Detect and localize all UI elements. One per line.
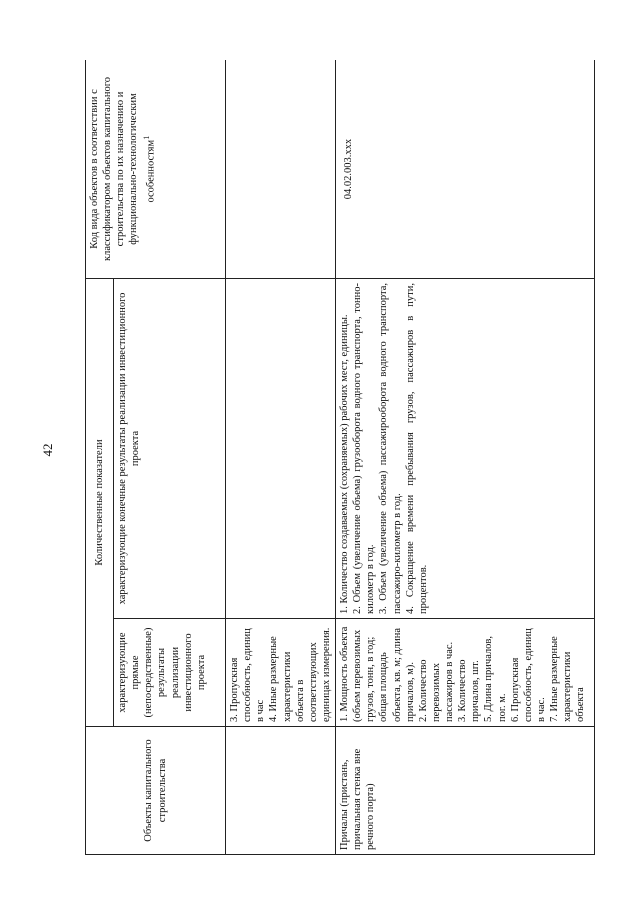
table-container <box>85 60 595 855</box>
row2-direct-item: 3. Количество причалов, шт. <box>457 659 482 722</box>
header-objects: Объекты капитального строительства <box>86 727 226 855</box>
rotated-table-frame <box>85 60 595 855</box>
row2-object: Причалы (пристань, причальная стенка вне речного порта) <box>336 727 595 855</box>
page-number: 42 <box>40 443 55 457</box>
header-final: характеризующие конечные результаты реализации инвестиционного проекта <box>114 279 226 619</box>
row2-direct-item: 2. Количество перевозимых пассажиров в час. <box>417 641 455 722</box>
row2-final <box>336 279 595 619</box>
row2-direct-item: 5. Длина причалов, пог. м. <box>483 635 508 722</box>
row2-final-item: 1. Количество создаваемых (сохраняемых) рабочих мест, единицы. <box>339 314 350 614</box>
header-direct: характеризующие прямые (непосредственные) результаты реализации инвестиционного проекта <box>114 619 226 727</box>
row1-object <box>226 727 336 855</box>
header-code-footnote: 1 <box>140 135 151 140</box>
header-code <box>86 60 226 279</box>
row2-direct-item: 6. Пропускная способность, единиц в час. <box>509 628 547 722</box>
row2-final-item: 4. Сокращение времени пребывания грузов, пассажиров в пути, процентов. <box>404 283 429 614</box>
row2-direct <box>336 619 595 727</box>
row2-direct-item: 1. Мощность объекта (объем перевозимых грузов, тонн, в год; общая площадь объекта, кв. м; длина причалов, м). <box>339 626 416 722</box>
row1-direct <box>226 619 336 727</box>
row2-final-item: 3. Объем (увеличение объема) пассажирооборота водного транспорта, пассажиро-километр в год. <box>378 283 403 614</box>
row1-code <box>226 60 336 279</box>
row1-final <box>226 279 336 619</box>
row1-direct-item: 4. Иные размерные характеристики объекта в соответствующих единицах измерения. <box>268 627 332 722</box>
row2-final-item: 2. Объем (увеличение объема) грузооборота водного транспорта, тонно-километр в год. <box>352 283 377 614</box>
header-quantitative: Количественные показатели <box>86 279 114 727</box>
header-code-text: Код вида объектов в соответствии с классификатором объектов капитального строительства по их назначению и функционально-технологическим особенностям <box>89 77 156 261</box>
table-row <box>226 60 336 855</box>
row2-direct-item: 7. Иные размерные характеристики объекта <box>549 636 587 722</box>
row2-code: 04.02.003.ххх <box>336 60 595 279</box>
row1-direct-item: 3. Пропускная способность, единиц в час <box>229 628 267 722</box>
table-row <box>336 60 595 855</box>
indicators-table <box>85 60 595 855</box>
